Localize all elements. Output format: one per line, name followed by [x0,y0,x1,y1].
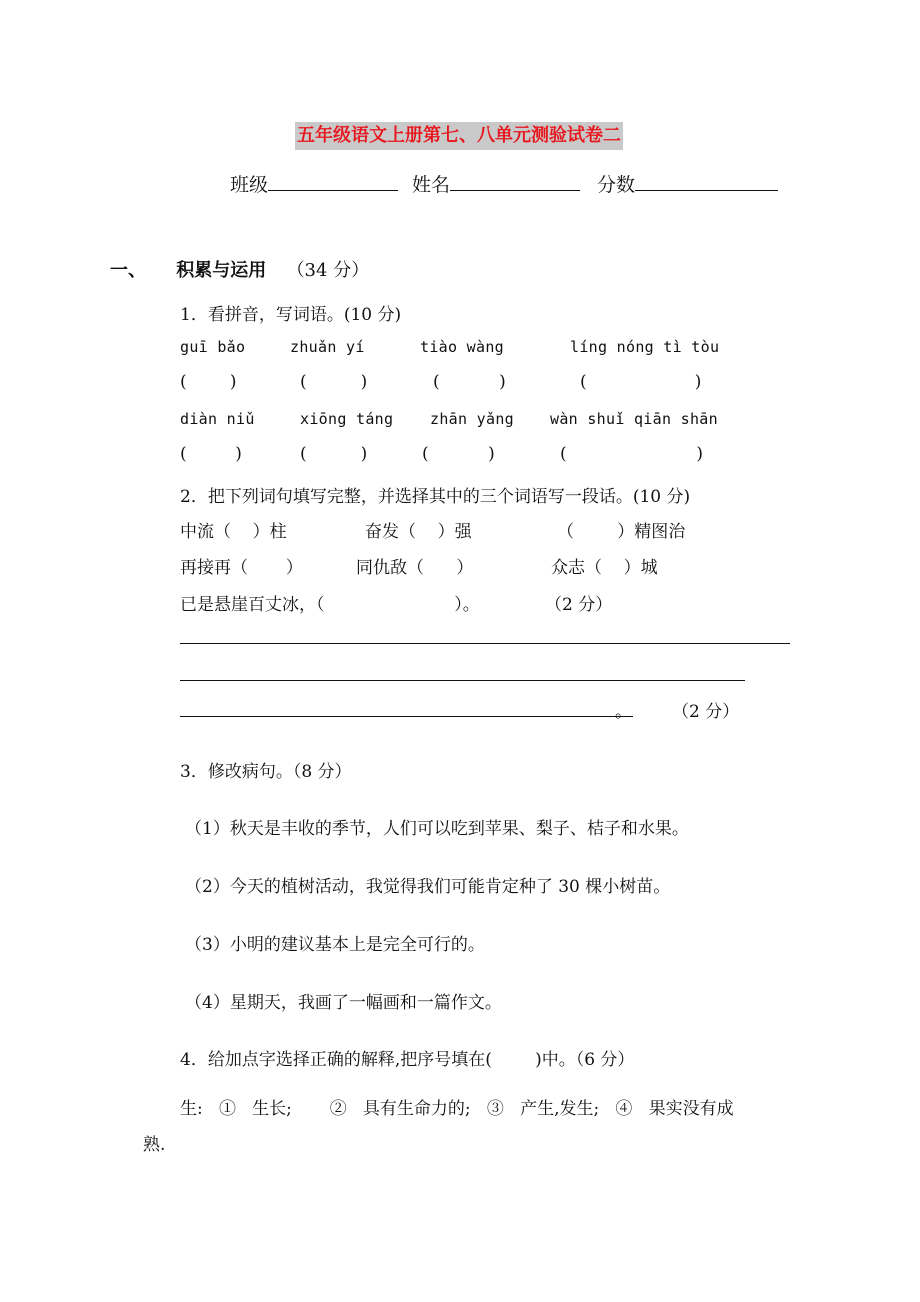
idiom-item[interactable]: 再接再（ ） [180,558,303,578]
section-number: 一、 [110,260,146,281]
pinyin-item: tiào wàng [420,338,504,356]
answer-blank[interactable]: ( ) [300,444,368,464]
line-end-mark: 。 [615,702,632,722]
writing-line[interactable] [180,716,633,717]
idiom-item[interactable]: （ ）精图治 [557,522,686,542]
sentence-item: （2）今天的植树活动，我觉得我们可能肯定种了 30 棵小树苗。 [185,877,671,897]
name-field[interactable] [412,170,580,197]
idiom-item[interactable]: 中流（ ）柱 [180,522,287,542]
definition-line: 熟. [143,1135,166,1155]
q2-prompt: 2．把下列词句填写完整，并选择其中的三个词语写一段话。(10 分) [180,487,691,507]
idiom-item[interactable]: 同仇敌（ ） [356,558,474,578]
pinyin-item: guī bǎo [180,338,246,356]
page-title: 五年级语文上册第七、八单元测验试卷二 [295,122,623,150]
pinyin-item: zhān yǎng [430,410,514,428]
writing-line[interactable] [180,643,790,644]
writing-score: （2 分） [672,702,740,722]
score-label: 分数 [597,174,636,196]
pinyin-item: xiōng táng [300,410,394,428]
section-title: 积累与运用 [176,260,267,281]
answer-blank[interactable]: ( ) [180,372,237,392]
idiom-item[interactable]: 奋发（ ）强 [365,522,472,542]
class-label: 班级 [230,174,269,196]
idiom-item[interactable]: 众志（ ）城 [551,558,658,578]
poem-sentence[interactable]: 已是悬崖百丈冰，（ ）。 [180,595,480,615]
pinyin-item: wàn shuǐ qiān shān [550,410,718,428]
definition-line: 生: ① 生长; ② 具有生命力的; ③ 产生,发生; ④ 果实没有成 [180,1099,734,1119]
sentence-item: （1）秋天是丰收的季节，人们可以吃到苹果、梨子、桔子和水果。 [185,819,689,839]
score-field[interactable] [597,170,778,197]
writing-line[interactable] [180,680,745,681]
class-blank[interactable] [268,170,398,191]
answer-blank[interactable]: ( ) [180,444,242,464]
answer-blank[interactable]: ( ) [422,444,495,464]
class-field[interactable] [230,170,398,197]
pinyin-item: zhuǎn yí [290,338,365,356]
name-label: 姓名 [412,174,451,196]
section-header [110,256,369,282]
pinyin-item: líng nóng tì tòu [570,338,720,356]
section-score: （34 分） [286,260,370,281]
pinyin-item: diàn niǔ [180,410,255,428]
q3-prompt: 3．修改病句。（8 分） [180,762,352,782]
name-blank[interactable] [450,170,580,191]
answer-blank[interactable]: ( ) [560,444,703,464]
q4-prompt: 4．给加点字选择正确的解释,把序号填在( )中。（6 分） [180,1050,635,1070]
answer-blank[interactable]: ( ) [433,372,506,392]
q1-prompt: 1．看拼音，写词语。(10 分) [180,305,402,325]
sentence-score: （2 分） [545,595,613,615]
sentence-item: （4）星期天，我画了一幅画和一篇作文。 [185,993,502,1013]
answer-blank[interactable]: ( ) [300,372,368,392]
answer-blank[interactable]: ( ) [580,372,702,392]
score-blank[interactable] [635,170,778,191]
sentence-item: （3）小明的建议基本上是完全可行的。 [185,935,485,955]
